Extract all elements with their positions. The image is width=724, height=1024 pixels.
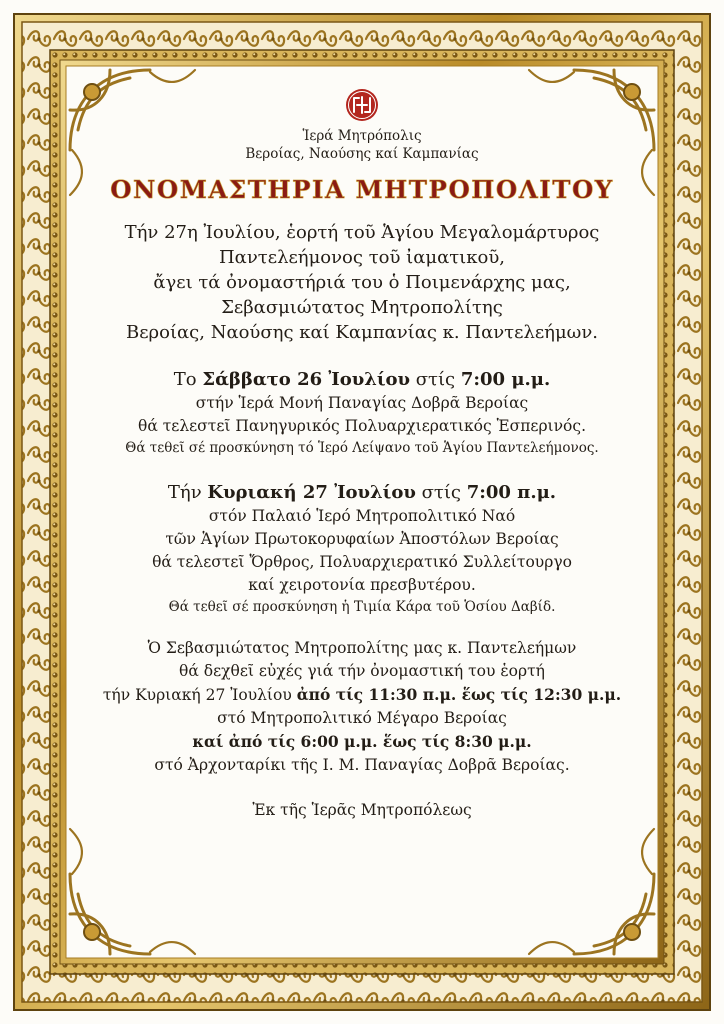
wishes-evening-hours-text: καί ἀπό τίς 6:00 μ.μ. ἕως τίς 8:30 μ.μ. (192, 732, 532, 751)
spacer (100, 617, 624, 637)
saturday-line: θά τελεστεῖ Πανηγυρικός Πολυαρχιερατικός Ἑσπερινός. (138, 417, 586, 435)
spacer (100, 458, 624, 480)
sunday-time: 7:00 π.μ. (466, 482, 557, 503)
sunday-line: θά τελεστεῖ Ὄρθρος, Πολυαρχιερατικό Συλλείτουργο (152, 553, 572, 571)
wishes-line: Ὁ Σεβασμιώτατος Μητροπολίτης μας κ. Παντελεήμων (147, 639, 577, 657)
sunday-mid: στίς (415, 482, 467, 503)
saturday-date: Σάββατο 26 Ἰουλίου (202, 369, 411, 390)
wishes-line: στό Μητροπολιτικό Μέγαρο Βεροίας (217, 709, 507, 727)
saturday-note: Θά τεθεῖ σέ προσκύνηση τό Ἱερό Λείψανο τοῦ Ἁγίου Παντελεήμονος. (125, 440, 599, 456)
sunday-line: καί χειροτονία πρεσβυτέρου. (248, 576, 476, 594)
metropolis-monogram-seal-icon (345, 88, 379, 122)
wishes-line: θά δεχθεῖ εὐχές γιά τήν ὀνομαστική του ἑορτή (179, 662, 545, 680)
intro-line: Βεροίας, Ναούσης καί Καμπανίας κ. Παντελεήμων. (125, 322, 599, 343)
spacer (100, 777, 624, 799)
wishes-evening-hours (100, 730, 624, 754)
wishes-line-times (100, 683, 624, 707)
wishes-line: στό Ἀρχονταρίκι τῆς Ι. Μ. Παναγίας Δοβρᾶ Βεροίας. (154, 756, 570, 774)
wishes-morning-hours: ἀπό τίς 11:30 π.μ. ἕως τίς 12:30 μ.μ. (296, 685, 622, 704)
sunday-line: τῶν Ἁγίων Πρωτοκορυφαίων Ἀποστόλων Βεροίας (165, 530, 559, 548)
signature: Ἐκ τῆς Ἱερᾶς Μητροπόλεως (252, 801, 472, 819)
saturday-mid: στίς (410, 369, 461, 390)
org-line-1: Ἱερά Μητρόπολις (302, 128, 422, 144)
sunday-note: Θά τεθεῖ σέ προσκύνηση ἡ Τιμία Κάρα τοῦ Ὁσίου Δαβίδ. (168, 599, 556, 615)
saturday-pre: Το (173, 369, 203, 390)
page-title: ΟΝΟΜΑΣΤΗΡΙΑ ΜΗΤΡΟΠΟΛΙΤΟΥ (110, 175, 614, 204)
sunday-pre: Τήν (167, 482, 208, 503)
org-line-2: Βεροίας, Ναούσης καί Καμπανίας (245, 146, 479, 162)
announcement-content (100, 88, 624, 822)
sunday-headline (100, 480, 624, 505)
sunday-date: Κυριακή 27 Ἰουλίου (207, 482, 416, 503)
intro-line: Σεβασμιώτατος Μητροπολίτης (221, 297, 503, 318)
saturday-line: στήν Ἱερά Μονή Παναγίας Δοβρᾶ Βεροίας (195, 394, 529, 412)
intro-line: ἄγει τά ὀνομαστήριά του ὁ Ποιμενάρχης μας, (153, 272, 571, 293)
intro-line: Παντελεήμονος τοῦ ἰαματικοῦ, (218, 247, 505, 268)
saturday-headline (100, 367, 624, 392)
wishes-date: τήν Κυριακή 27 Ἰουλίου (102, 686, 297, 704)
sunday-line: στόν Παλαιό Ἱερό Μητροπολιτικό Ναό (208, 507, 516, 525)
intro-line: Τήν 27η Ἰουλίου, ἑορτή τοῦ Ἁγίου Μεγαλομάρτυρος (124, 222, 600, 243)
saturday-time: 7:00 μ.μ. (460, 369, 551, 390)
spacer (100, 345, 624, 367)
